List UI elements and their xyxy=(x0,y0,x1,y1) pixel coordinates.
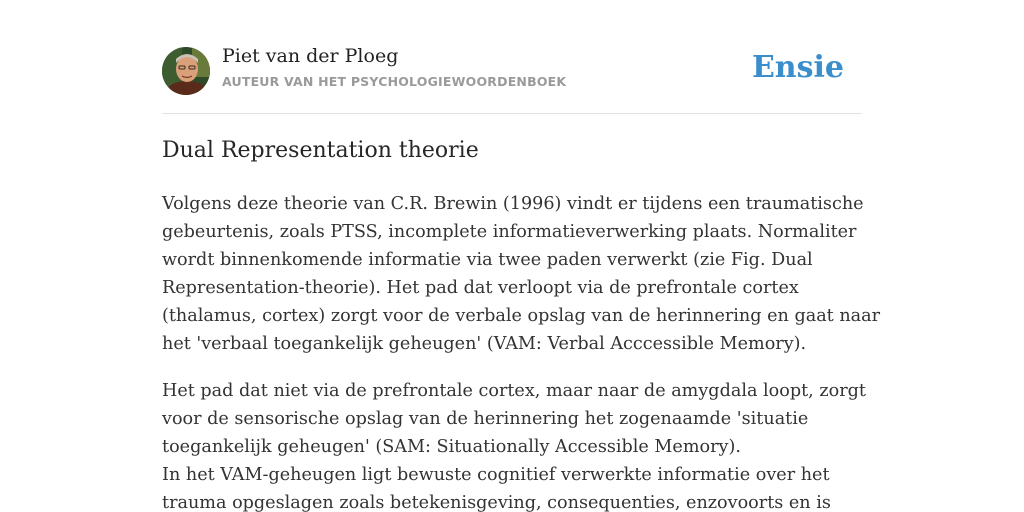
text-line: In het VAM-geheugen ligt bewuste cognitief verwerkte informatie over het xyxy=(162,465,830,485)
paragraph xyxy=(162,190,881,358)
text-line: Representation-theorie). Het pad dat verloopt via de prefrontale cortex xyxy=(162,278,799,298)
text-line: gebeurtenis, zoals PTSS, incomplete informatieverwerking plaats. Normaliter xyxy=(162,222,857,242)
text-line: het 'verbaal toegankelijk geheugen' (VAM: Verbal Acccessible Memory). xyxy=(162,334,807,354)
text-line: Het pad dat niet via de prefrontale cortex, maar naar de amygdala loopt, zorgt xyxy=(162,381,866,401)
paragraph-gap xyxy=(162,358,862,377)
text-line: trauma opgeslagen zoals betekenisgeving, consequenties, enzovoorts en is xyxy=(162,493,831,512)
author-avatar[interactable] xyxy=(162,47,210,95)
article-title: Dual Representation theorie xyxy=(162,138,479,163)
author-role: AUTEUR VAN HET PSYCHOLOGIEWOORDENBOEK xyxy=(222,74,567,89)
text-line: wordt binnenkomende informatie via twee paden verwerkt (zie Fig. Dual xyxy=(162,250,813,270)
text-line: Volgens deze theorie van C.R. Brewin (1996) vindt er tijdens een traumatische xyxy=(162,194,864,214)
author-name[interactable]: Piet van der Ploeg xyxy=(222,45,399,67)
avatar-photo xyxy=(162,47,210,95)
paragraph xyxy=(162,377,866,512)
text-line: voor de sensorische opslag van de herinnering het zogenaamde 'situatie xyxy=(162,409,809,429)
author-header xyxy=(162,0,862,114)
article-body xyxy=(162,190,881,512)
text-line: (thalamus, cortex) zorgt voor de verbale opslag van de herinnering en gaat naar xyxy=(162,306,881,326)
article xyxy=(162,0,881,512)
brand-logo[interactable]: Ensie xyxy=(751,50,844,85)
text-line: toegankelijk geheugen' (SAM: Situationally Accessible Memory). xyxy=(162,437,741,457)
